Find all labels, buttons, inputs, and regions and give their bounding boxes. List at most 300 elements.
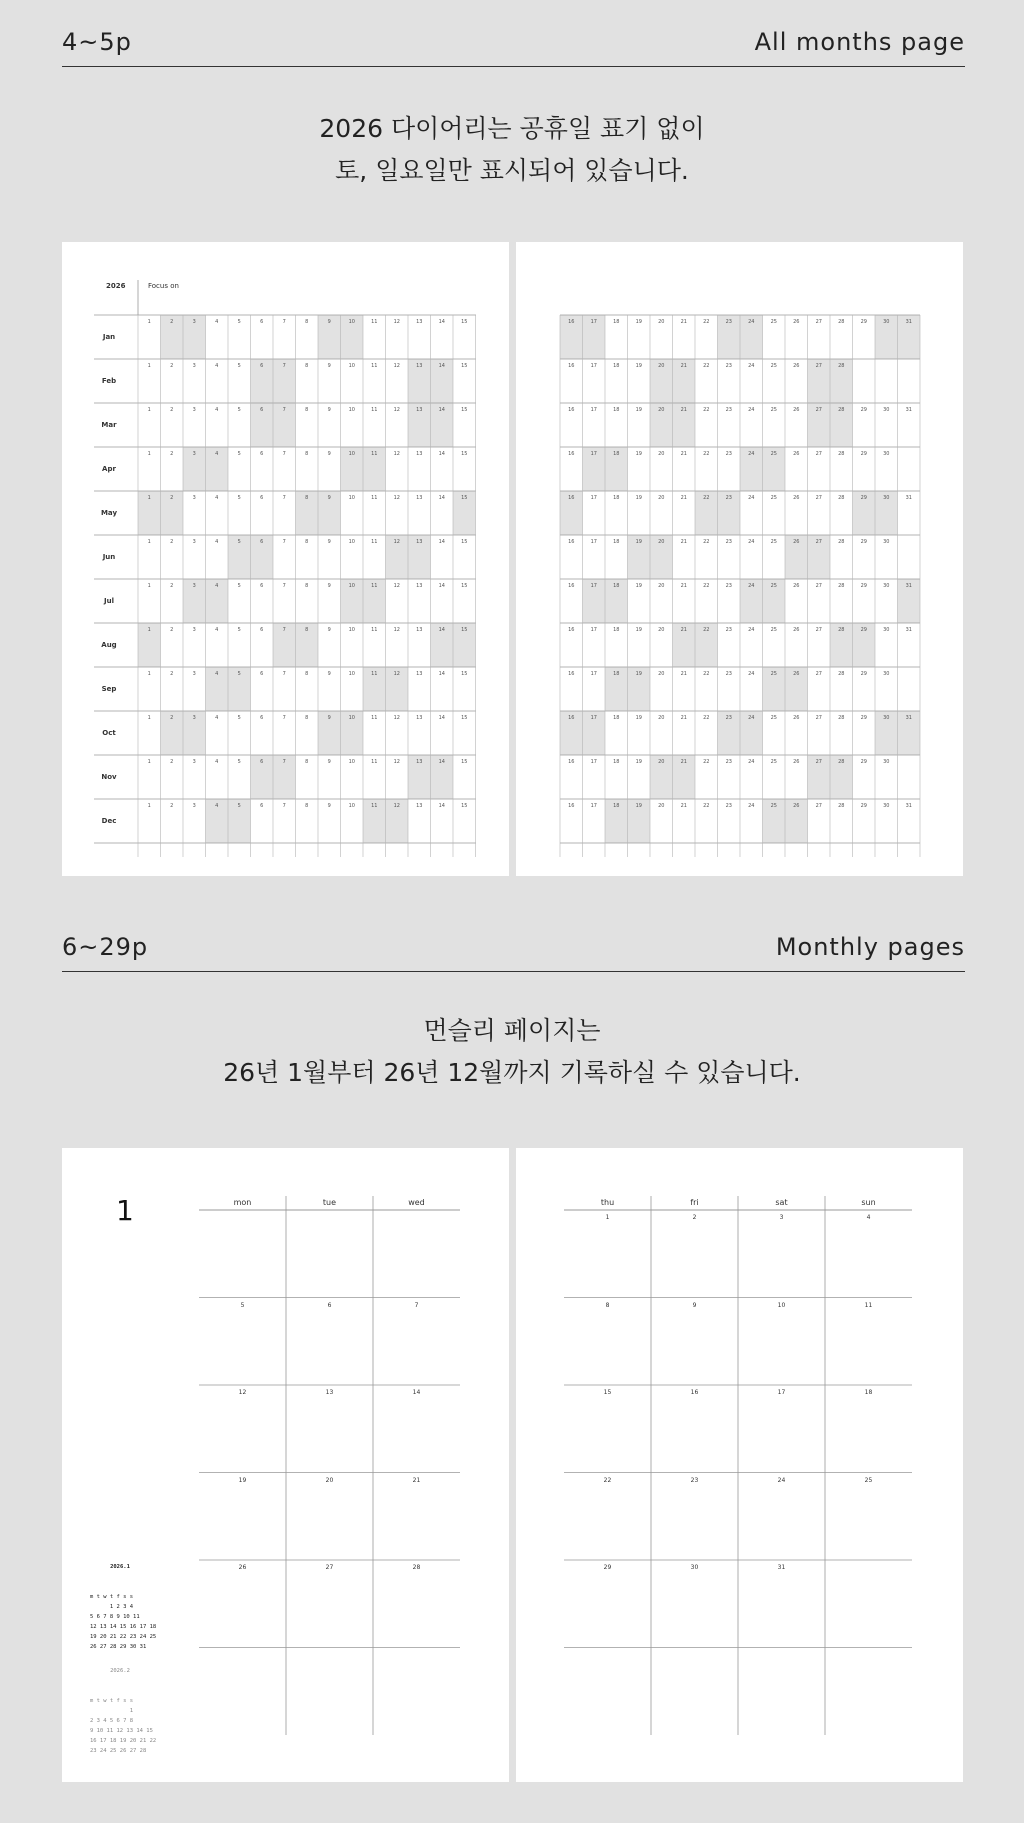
- all-months-right-page: [516, 242, 963, 876]
- day-number: 8: [305, 451, 309, 457]
- day-number: 6: [260, 627, 264, 633]
- day-number: 12: [393, 803, 400, 809]
- day-number: 2: [170, 803, 174, 809]
- day-number: 14: [438, 363, 445, 369]
- day-number: 22: [703, 671, 710, 677]
- day-number: 14: [438, 759, 445, 765]
- day-number: 2: [170, 759, 174, 765]
- day-number: 27: [815, 539, 822, 545]
- day-number: 7: [282, 671, 286, 677]
- day-number: 24: [748, 451, 755, 457]
- day-number: 15: [461, 759, 468, 765]
- day-number: 9: [327, 583, 331, 589]
- day-number: 27: [815, 495, 822, 501]
- day-number: 2: [170, 407, 174, 413]
- day-number: 4: [215, 671, 219, 677]
- day-number: 16: [568, 363, 575, 369]
- section-title: All months page: [754, 28, 965, 56]
- all-months-grid-left: [62, 242, 509, 876]
- mini-calendar-row: 9 10 11 12 13 14 15: [90, 1728, 153, 1734]
- day-number: 14: [412, 1389, 421, 1396]
- day-number: 22: [703, 319, 710, 325]
- day-number: 24: [748, 583, 755, 589]
- day-number: 14: [438, 319, 445, 325]
- day-number: 23: [725, 319, 732, 325]
- day-number: 10: [348, 407, 355, 413]
- day-number: 8: [305, 363, 309, 369]
- day-number: 19: [635, 407, 642, 413]
- weekday-header: tue: [322, 1198, 337, 1207]
- mini-calendar-row: m t w t f s s: [90, 1594, 134, 1600]
- day-number: 30: [883, 759, 890, 765]
- day-number: 11: [371, 803, 378, 809]
- day-number: 31: [905, 627, 912, 633]
- day-number: 12: [393, 715, 400, 721]
- mini-calendar-row: 2 3 4 5 6 7 8: [90, 1718, 134, 1724]
- mini-calendar-row: 1: [90, 1708, 134, 1714]
- day-number: 1: [147, 803, 151, 809]
- day-number: 7: [282, 539, 286, 545]
- day-number: 9: [327, 715, 331, 721]
- day-number: 2: [170, 451, 174, 457]
- mini-calendar-row: 5 6 7 8 9 10 11: [90, 1614, 140, 1620]
- caption-line: 먼슬리 페이지는: [423, 1016, 601, 1045]
- day-number: 30: [883, 495, 890, 501]
- day-number: 3: [192, 451, 196, 457]
- day-number: 9: [327, 803, 331, 809]
- day-number: 22: [703, 715, 710, 721]
- day-number: 16: [690, 1389, 699, 1396]
- day-number: 17: [590, 715, 597, 721]
- day-number: 19: [635, 451, 642, 457]
- day-number: 21: [680, 803, 687, 809]
- day-number: 1: [147, 451, 151, 457]
- day-number: 20: [658, 539, 665, 545]
- day-number: 22: [703, 583, 710, 589]
- day-number: 8: [605, 1301, 610, 1309]
- day-number: 13: [416, 803, 423, 809]
- day-number: 28: [838, 583, 845, 589]
- day-number: 13: [416, 363, 423, 369]
- day-number: 26: [793, 671, 800, 677]
- day-number: 24: [748, 759, 755, 765]
- day-number: 23: [725, 407, 732, 413]
- month-label: Sep: [101, 685, 117, 693]
- day-number: 17: [590, 407, 597, 413]
- day-number: 23: [725, 363, 732, 369]
- day-number: 3: [192, 715, 196, 721]
- day-number: 20: [325, 1476, 334, 1484]
- day-number: 3: [192, 539, 196, 545]
- day-number: 18: [613, 715, 620, 721]
- day-number: 26: [793, 627, 800, 633]
- day-number: 4: [215, 583, 219, 589]
- day-number: 21: [680, 671, 687, 677]
- day-number: 8: [305, 715, 309, 721]
- day-number: 20: [658, 715, 665, 721]
- day-number: 25: [770, 803, 777, 809]
- day-number: 30: [883, 583, 890, 589]
- day-number: 6: [260, 803, 264, 809]
- day-number: 24: [748, 715, 755, 721]
- day-number: 9: [327, 495, 331, 501]
- day-number: 22: [703, 539, 710, 545]
- month-label: Jun: [102, 553, 116, 561]
- section-pages: 4~5p: [62, 28, 132, 56]
- day-number: 28: [838, 539, 845, 545]
- weekday-header: sat: [775, 1198, 788, 1207]
- day-number: 5: [237, 715, 241, 721]
- month-label: Jan: [102, 333, 116, 341]
- month-label: Aug: [101, 641, 117, 649]
- caption-all-months: [0, 108, 1024, 192]
- day-number: 18: [613, 451, 620, 457]
- day-number: 10: [348, 363, 355, 369]
- day-number: 6: [260, 671, 264, 677]
- day-number: 17: [590, 363, 597, 369]
- month-label: Jul: [104, 597, 114, 605]
- day-number: 18: [613, 583, 620, 589]
- monthly-left-page: [62, 1148, 509, 1782]
- day-number: 15: [461, 363, 468, 369]
- day-number: 17: [590, 671, 597, 677]
- day-number: 22: [703, 495, 710, 501]
- day-number: 23: [725, 759, 732, 765]
- day-number: 4: [215, 451, 219, 457]
- day-number: 19: [635, 671, 642, 677]
- caption-monthly: [0, 1010, 1024, 1094]
- day-number: 25: [770, 407, 777, 413]
- day-number: 27: [815, 803, 822, 809]
- day-number: 17: [590, 627, 597, 633]
- day-number: 2: [170, 627, 174, 633]
- day-number: 12: [393, 539, 400, 545]
- day-number: 7: [282, 319, 286, 325]
- day-number: 3: [192, 627, 196, 633]
- day-number: 8: [305, 627, 309, 633]
- weekday-header: sun: [861, 1198, 876, 1207]
- day-number: 12: [393, 583, 400, 589]
- day-number: 19: [635, 495, 642, 501]
- day-number: 31: [905, 319, 912, 325]
- day-number: 30: [883, 407, 890, 413]
- day-number: 21: [680, 451, 687, 457]
- day-number: 18: [613, 363, 620, 369]
- mini-calendar-row: 19 20 21 22 23 24 25: [90, 1634, 157, 1640]
- day-number: 10: [348, 495, 355, 501]
- day-number: 18: [613, 407, 620, 413]
- day-number: 20: [658, 451, 665, 457]
- day-number: 14: [438, 803, 445, 809]
- day-number: 8: [305, 759, 309, 765]
- day-number: 17: [590, 803, 597, 809]
- day-number: 6: [260, 319, 264, 325]
- day-number: 13: [416, 671, 423, 677]
- day-number: 19: [635, 715, 642, 721]
- day-number: 17: [590, 451, 597, 457]
- day-number: 8: [305, 495, 309, 501]
- day-number: 5: [237, 539, 241, 545]
- day-number: 23: [725, 803, 732, 809]
- day-number: 3: [192, 407, 196, 413]
- day-number: 14: [438, 671, 445, 677]
- day-number: 5: [237, 495, 241, 501]
- day-number: 28: [838, 715, 845, 721]
- day-number: 16: [568, 715, 575, 721]
- day-number: 18: [613, 319, 620, 325]
- day-number: 6: [327, 1301, 332, 1309]
- day-number: 28: [412, 1564, 421, 1571]
- day-number: 29: [603, 1564, 612, 1571]
- day-number: 28: [838, 803, 845, 809]
- day-number: 23: [690, 1476, 699, 1484]
- day-number: 16: [568, 451, 575, 457]
- day-number: 29: [860, 627, 867, 633]
- day-number: 3: [779, 1214, 784, 1221]
- day-number: 22: [703, 451, 710, 457]
- day-number: 2: [170, 583, 174, 589]
- day-number: 12: [393, 759, 400, 765]
- day-number: 29: [860, 759, 867, 765]
- section-pages: 6~29p: [62, 933, 149, 961]
- day-number: 15: [461, 583, 468, 589]
- day-number: 25: [770, 671, 777, 677]
- day-number: 4: [215, 803, 219, 809]
- day-number: 19: [635, 583, 642, 589]
- day-number: 11: [371, 319, 378, 325]
- day-number: 22: [703, 759, 710, 765]
- day-number: 1: [147, 495, 151, 501]
- day-number: 5: [237, 759, 241, 765]
- day-number: 1: [147, 627, 151, 633]
- day-number: 25: [770, 363, 777, 369]
- day-number: 22: [703, 803, 710, 809]
- day-number: 14: [438, 407, 445, 413]
- day-number: 10: [348, 451, 355, 457]
- month-label: Feb: [101, 377, 117, 385]
- day-number: 23: [725, 715, 732, 721]
- mini-calendar-row: 26 27 28 29 30 31: [90, 1644, 147, 1650]
- day-number: 16: [568, 671, 575, 677]
- month-number: 1: [116, 1194, 134, 1227]
- day-number: 21: [680, 627, 687, 633]
- day-number: 27: [815, 451, 822, 457]
- day-number: 17: [590, 495, 597, 501]
- day-number: 5: [240, 1301, 245, 1309]
- day-number: 11: [371, 451, 378, 457]
- day-number: 25: [864, 1476, 873, 1484]
- mini-calendar-title: 2026.1: [110, 1564, 130, 1570]
- day-number: 26: [238, 1564, 247, 1571]
- day-number: 3: [192, 671, 196, 677]
- day-number: 28: [838, 495, 845, 501]
- day-number: 21: [680, 363, 687, 369]
- day-number: 1: [147, 583, 151, 589]
- day-number: 25: [770, 759, 777, 765]
- day-number: 20: [658, 363, 665, 369]
- day-number: 15: [461, 407, 468, 413]
- day-number: 15: [461, 495, 468, 501]
- day-number: 11: [864, 1301, 873, 1309]
- day-number: 15: [461, 319, 468, 325]
- day-number: 13: [416, 759, 423, 765]
- day-number: 12: [393, 363, 400, 369]
- day-number: 22: [703, 363, 710, 369]
- day-number: 28: [838, 759, 845, 765]
- focus-label: Focus on: [148, 282, 179, 290]
- day-number: 12: [238, 1389, 247, 1396]
- day-number: 13: [416, 583, 423, 589]
- day-number: 11: [371, 407, 378, 413]
- day-number: 13: [416, 407, 423, 413]
- day-number: 23: [725, 583, 732, 589]
- day-number: 25: [770, 451, 777, 457]
- day-number: 11: [371, 363, 378, 369]
- day-number: 17: [590, 319, 597, 325]
- day-number: 16: [568, 759, 575, 765]
- day-number: 20: [658, 583, 665, 589]
- day-number: 14: [438, 495, 445, 501]
- day-number: 31: [905, 803, 912, 809]
- day-number: 9: [327, 759, 331, 765]
- day-number: 31: [777, 1564, 786, 1571]
- day-number: 24: [748, 363, 755, 369]
- day-number: 27: [815, 671, 822, 677]
- day-number: 12: [393, 319, 400, 325]
- day-number: 24: [748, 671, 755, 677]
- day-number: 10: [348, 627, 355, 633]
- day-number: 22: [703, 407, 710, 413]
- day-number: 2: [692, 1214, 697, 1221]
- day-number: 7: [282, 407, 286, 413]
- day-number: 16: [568, 407, 575, 413]
- day-number: 8: [305, 539, 309, 545]
- day-number: 22: [703, 627, 710, 633]
- mini-calendar-row: 23 24 25 26 27 28: [90, 1748, 147, 1754]
- day-number: 11: [371, 627, 378, 633]
- day-number: 26: [793, 363, 800, 369]
- weekday-header: mon: [233, 1198, 252, 1207]
- weekday-header: thu: [600, 1198, 615, 1207]
- day-number: 14: [438, 627, 445, 633]
- day-number: 4: [215, 715, 219, 721]
- day-number: 13: [416, 319, 423, 325]
- day-number: 27: [815, 715, 822, 721]
- day-number: 23: [725, 495, 732, 501]
- day-number: 29: [860, 539, 867, 545]
- day-number: 9: [327, 319, 331, 325]
- day-number: 3: [192, 363, 196, 369]
- day-number: 30: [883, 627, 890, 633]
- day-number: 12: [393, 495, 400, 501]
- day-number: 8: [305, 583, 309, 589]
- section-title: Monthly pages: [775, 933, 965, 961]
- day-number: 26: [793, 759, 800, 765]
- day-number: 26: [793, 583, 800, 589]
- day-number: 15: [461, 627, 468, 633]
- day-number: 7: [282, 715, 286, 721]
- day-number: 24: [777, 1476, 786, 1484]
- month-label: Oct: [102, 729, 116, 737]
- day-number: 1: [147, 363, 151, 369]
- day-number: 20: [658, 627, 665, 633]
- day-number: 16: [568, 319, 575, 325]
- day-number: 27: [815, 407, 822, 413]
- day-number: 29: [860, 715, 867, 721]
- day-number: 9: [692, 1301, 697, 1309]
- day-number: 20: [658, 495, 665, 501]
- day-number: 25: [770, 319, 777, 325]
- day-number: 4: [215, 627, 219, 633]
- day-number: 15: [461, 451, 468, 457]
- day-number: 16: [568, 495, 575, 501]
- day-number: 9: [327, 407, 331, 413]
- day-number: 31: [905, 715, 912, 721]
- day-number: 12: [393, 627, 400, 633]
- day-number: 29: [860, 319, 867, 325]
- day-number: 30: [883, 539, 890, 545]
- day-number: 10: [348, 671, 355, 677]
- day-number: 11: [371, 759, 378, 765]
- day-number: 24: [748, 803, 755, 809]
- day-number: 12: [393, 407, 400, 413]
- day-number: 7: [282, 363, 286, 369]
- day-number: 11: [371, 539, 378, 545]
- day-number: 23: [725, 627, 732, 633]
- day-number: 5: [237, 407, 241, 413]
- day-number: 27: [325, 1564, 334, 1571]
- day-number: 27: [815, 319, 822, 325]
- day-number: 1: [147, 671, 151, 677]
- day-number: 30: [883, 451, 890, 457]
- day-number: 16: [568, 539, 575, 545]
- day-number: 29: [860, 803, 867, 809]
- section-header-monthly: [62, 931, 965, 972]
- day-number: 4: [215, 759, 219, 765]
- day-number: 28: [838, 407, 845, 413]
- day-number: 24: [748, 495, 755, 501]
- day-number: 20: [658, 803, 665, 809]
- day-number: 26: [793, 803, 800, 809]
- day-number: 21: [680, 539, 687, 545]
- day-number: 15: [461, 671, 468, 677]
- day-number: 20: [658, 759, 665, 765]
- day-number: 2: [170, 671, 174, 677]
- day-number: 14: [438, 715, 445, 721]
- day-number: 29: [860, 407, 867, 413]
- day-number: 22: [603, 1476, 612, 1484]
- day-number: 19: [635, 363, 642, 369]
- day-number: 5: [237, 583, 241, 589]
- day-number: 6: [260, 363, 264, 369]
- day-number: 24: [748, 319, 755, 325]
- day-number: 31: [905, 407, 912, 413]
- mini-calendar-row: 16 17 18 19 20 21 22: [90, 1738, 157, 1744]
- day-number: 19: [635, 319, 642, 325]
- day-number: 17: [590, 583, 597, 589]
- day-number: 1: [605, 1214, 610, 1221]
- caption-line: 26년 1월부터 26년 12월까지 기록하실 수 있습니다.: [223, 1058, 801, 1087]
- day-number: 18: [613, 539, 620, 545]
- day-number: 18: [613, 627, 620, 633]
- day-number: 7: [282, 495, 286, 501]
- month-label: Nov: [101, 773, 117, 781]
- day-number: 26: [793, 715, 800, 721]
- day-number: 26: [793, 319, 800, 325]
- day-number: 13: [416, 715, 423, 721]
- day-number: 20: [658, 407, 665, 413]
- day-number: 30: [883, 671, 890, 677]
